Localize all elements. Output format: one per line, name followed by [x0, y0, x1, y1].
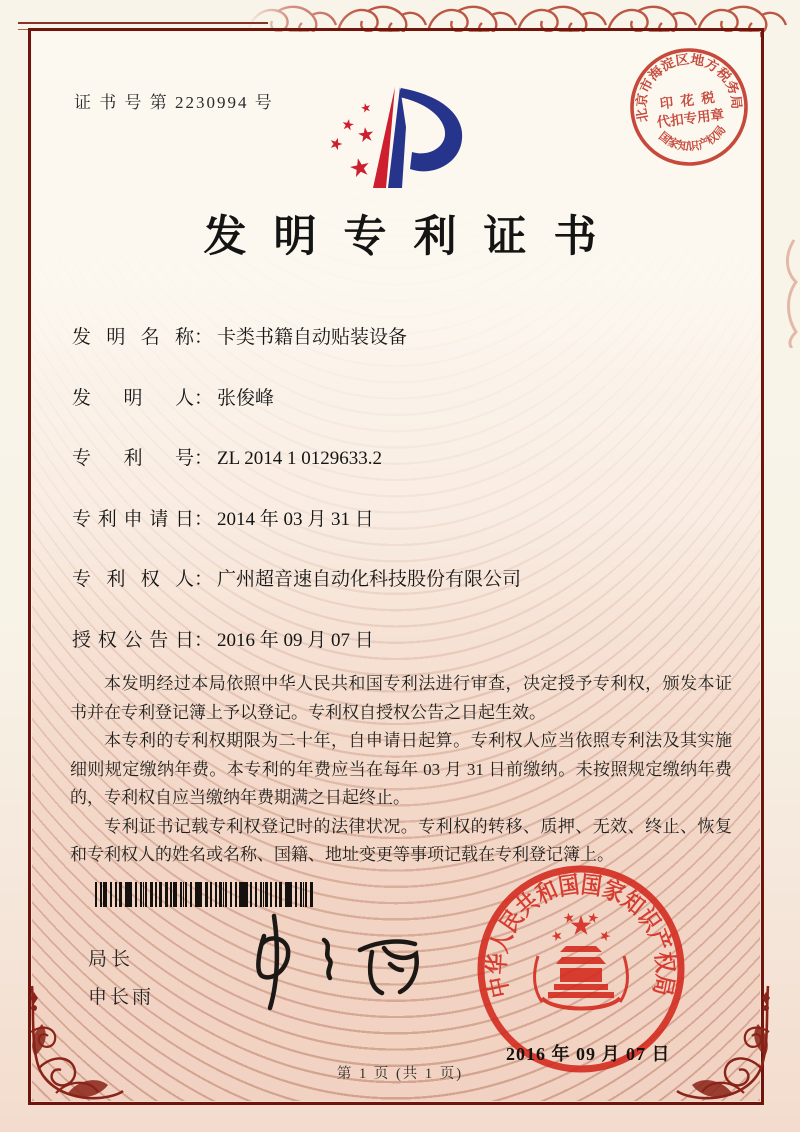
cnipa-logo: [322, 82, 492, 204]
certificate-title: 发明专利证书: [203, 214, 624, 261]
tax-stamp-arc-top-text: 北京市海淀区地方税务局: [633, 51, 745, 124]
tax-stamp-center-line2: 代扣专用章: [655, 106, 725, 130]
certificate-number: 证 书 号 第 2230994 号: [74, 93, 274, 112]
field-label: 发 明 人: [72, 387, 194, 409]
field-filing-date: [72, 504, 712, 531]
field-value: 2016 年 09 月 07 日: [217, 629, 374, 651]
field-label: 授权公告日: [72, 629, 194, 651]
field-patentee: [72, 564, 712, 591]
field-label: 发 明 名 称: [72, 327, 194, 348]
field-colon: ：: [194, 448, 214, 469]
national-emblem: [535, 912, 628, 1009]
page-number: 第 1 页 (共 1 页): [336, 1066, 464, 1082]
field-grant-date: [72, 625, 712, 652]
legal-paragraph-2: 本专利的专利权期限为二十年，自申请日起算。专利权人应当依照专利法及其实施细则规定缴纳年费。本专利的年费应当在每年 03 月 31 日前缴纳。未按照规定缴纳年费的，专利权自应当缴纳年费期满之日起终止。: [70, 731, 732, 807]
logo-stars: [328, 102, 374, 178]
field-value: 2014 年 03 月 31 日: [217, 508, 374, 530]
corner-flourish-bottom-left: [26, 984, 126, 1104]
signer-title: 局长: [88, 949, 135, 970]
seal-arc-text: 中华人民共和国国家知识产权局: [484, 871, 678, 1001]
field-colon: ：: [194, 629, 214, 651]
certificate-fields: [72, 322, 712, 685]
signer-name: 申长雨: [88, 987, 155, 1008]
field-label: 专 利 权 人: [72, 569, 194, 590]
legal-text: [70, 670, 732, 870]
field-label: 专利申请日: [72, 508, 194, 530]
field-value: 广州超音速自动化科技股份有限公司: [217, 569, 522, 590]
field-value: 卡类书籍自动贴装设备: [217, 327, 408, 348]
tax-stamp-center-line1: 印 花 税: [658, 89, 718, 112]
field-colon: ：: [194, 569, 214, 590]
tax-stamp-seal: [619, 37, 759, 177]
tax-stamp-arc-bottom-text: 国家知识产权局: [656, 123, 729, 154]
field-value: ZL 2014 1 0129633.2: [217, 448, 383, 469]
seal-date: 2016 年 09 月 07 日: [506, 1044, 671, 1064]
logo-p-bowl: [399, 88, 462, 171]
field-inventor: [72, 383, 712, 410]
field-invention-name: [72, 322, 712, 349]
handwritten-signature: [212, 898, 442, 1016]
legal-paragraph-1: 本发明经过本局依照中华人民共和国专利法进行审查，决定授予专利权，颁发本证书并在专利登记簿上予以登记。专利权自授权公告之日起生效。: [70, 674, 732, 722]
field-patent-number: [72, 443, 712, 470]
corner-flourish-bottom-right: [674, 984, 774, 1104]
field-colon: ：: [194, 387, 214, 409]
field-colon: ：: [194, 508, 214, 530]
legal-paragraph-3: 专利证书记载专利权登记时的法律状况。专利权的转移、质押、无效、终止、恢复和专利权人的姓名或名称、国籍、地址变更等事项记载在专利登记簿上。: [70, 816, 732, 864]
field-value: 张俊峰: [217, 387, 275, 409]
field-colon: ：: [194, 327, 214, 348]
field-label: 专 利 号: [72, 448, 194, 469]
